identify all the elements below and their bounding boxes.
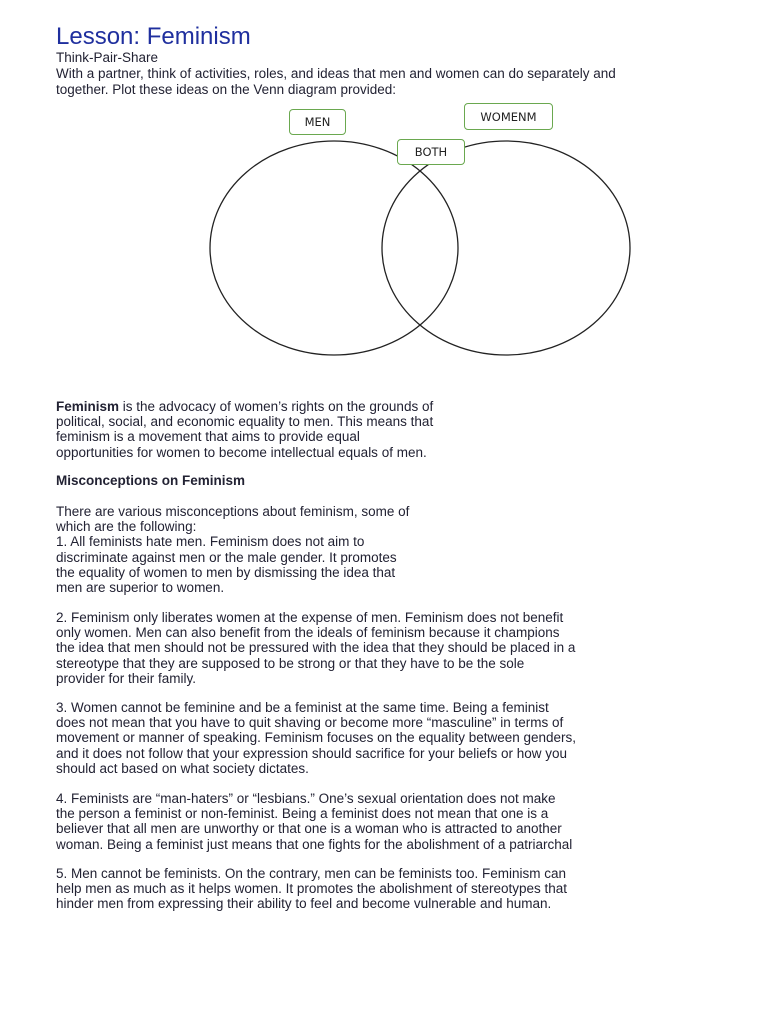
definition-line: feminism is a movement that aims to provide equal bbox=[56, 429, 360, 445]
paragraph-line: 3. Women cannot be feminine and be a feminist at the same time. Being a feminist bbox=[56, 700, 549, 715]
paragraph-line: 1. All feminists hate men. Feminism does not aim to bbox=[56, 534, 365, 550]
paragraph-line: help men as much as it helps women. It promotes the abolishment of stereotypes that bbox=[56, 881, 568, 897]
definition-term: Feminism bbox=[56, 399, 120, 414]
feminism-definition bbox=[56, 399, 486, 460]
misconception-item-2 bbox=[56, 610, 646, 686]
paragraph-line: hinder men from expressing their ability to feel and become vulnerable and human. bbox=[56, 896, 552, 912]
paragraph-line: movement or manner of speaking. Feminism focuses on the equality between genders, bbox=[56, 730, 577, 746]
paragraph-line: the person a feminist or non-feminist. Being a feminist does not mean that one is a bbox=[56, 806, 549, 822]
paragraph-line: does not mean that you have to quit shaving or become more “masculine” in terms of bbox=[56, 715, 564, 731]
women-circle bbox=[382, 141, 630, 355]
paragraph-line: should act based on what society dictates. bbox=[56, 760, 309, 776]
lesson-title: Lesson: Feminism bbox=[56, 23, 251, 50]
women-label: WOMENM bbox=[464, 103, 553, 130]
misconception-item-3 bbox=[56, 700, 646, 776]
misconceptions-heading: Misconceptions on Feminism bbox=[56, 473, 246, 488]
definition-line: opportunities for women to become intellectual equals of men. bbox=[56, 444, 427, 460]
both-label: BOTH bbox=[397, 139, 465, 165]
paragraph-line: believer that all men are unworthy or that one is a woman who is attracted to another bbox=[56, 821, 562, 837]
paragraph-line: the idea that men should not be pressured with the idea that they should be placed in a bbox=[56, 640, 576, 656]
definition-line bbox=[56, 399, 486, 414]
paragraph-line: 5. Men cannot be feminists. On the contrary, men can be feminists too. Feminism can bbox=[56, 866, 566, 881]
men-circle bbox=[210, 141, 458, 355]
paragraph-line: woman. Being a feminist just means that one fights for the abolishment of a patriarchal bbox=[56, 836, 573, 852]
paragraph-line: and it does not follow that your expression should sacrifice for your beliefs or how you bbox=[56, 745, 568, 761]
venn-circles bbox=[0, 0, 768, 380]
definition-text: is the advocacy of women’s rights on the grounds of bbox=[119, 399, 434, 414]
misconception-item-4 bbox=[56, 791, 646, 852]
paragraph-line: which are the following: bbox=[56, 519, 197, 535]
paragraph-line: only women. Men can also benefit from the ideals of feminism because it champions bbox=[56, 625, 560, 641]
men-label: MEN bbox=[289, 109, 346, 135]
instruction-line: together. Plot these ideas on the Venn diagram provided: bbox=[56, 81, 396, 97]
paragraph-line: 4. Feminists are “man-haters” or “lesbians.” One’s sexual orientation does not make bbox=[56, 791, 556, 806]
paragraph-line: discriminate against men or the male gender. It promotes bbox=[56, 549, 397, 565]
paragraph-line: provider for their family. bbox=[56, 670, 197, 686]
paragraph-line: men are superior to women. bbox=[56, 580, 225, 596]
activity-name: Think-Pair-Share bbox=[56, 50, 159, 65]
definition-line: political, social, and economic equality to men. This means that bbox=[56, 414, 434, 430]
paragraph-line: There are various misconceptions about feminism, some of bbox=[56, 504, 410, 519]
instruction-line: With a partner, think of activities, roles, and ideas that men and women can do separately and bbox=[56, 66, 616, 81]
paragraph-line: the equality of women to men by dismissing the idea that bbox=[56, 564, 396, 580]
paragraph-line: 2. Feminism only liberates women at the expense of men. Feminism does not benefit bbox=[56, 610, 564, 625]
paragraph-line: stereotype that they are supposed to be strong or that they have to be the sole bbox=[56, 655, 525, 671]
venn-diagram bbox=[0, 0, 768, 380]
misconceptions-intro bbox=[56, 504, 461, 595]
misconception-item-5 bbox=[56, 866, 646, 912]
